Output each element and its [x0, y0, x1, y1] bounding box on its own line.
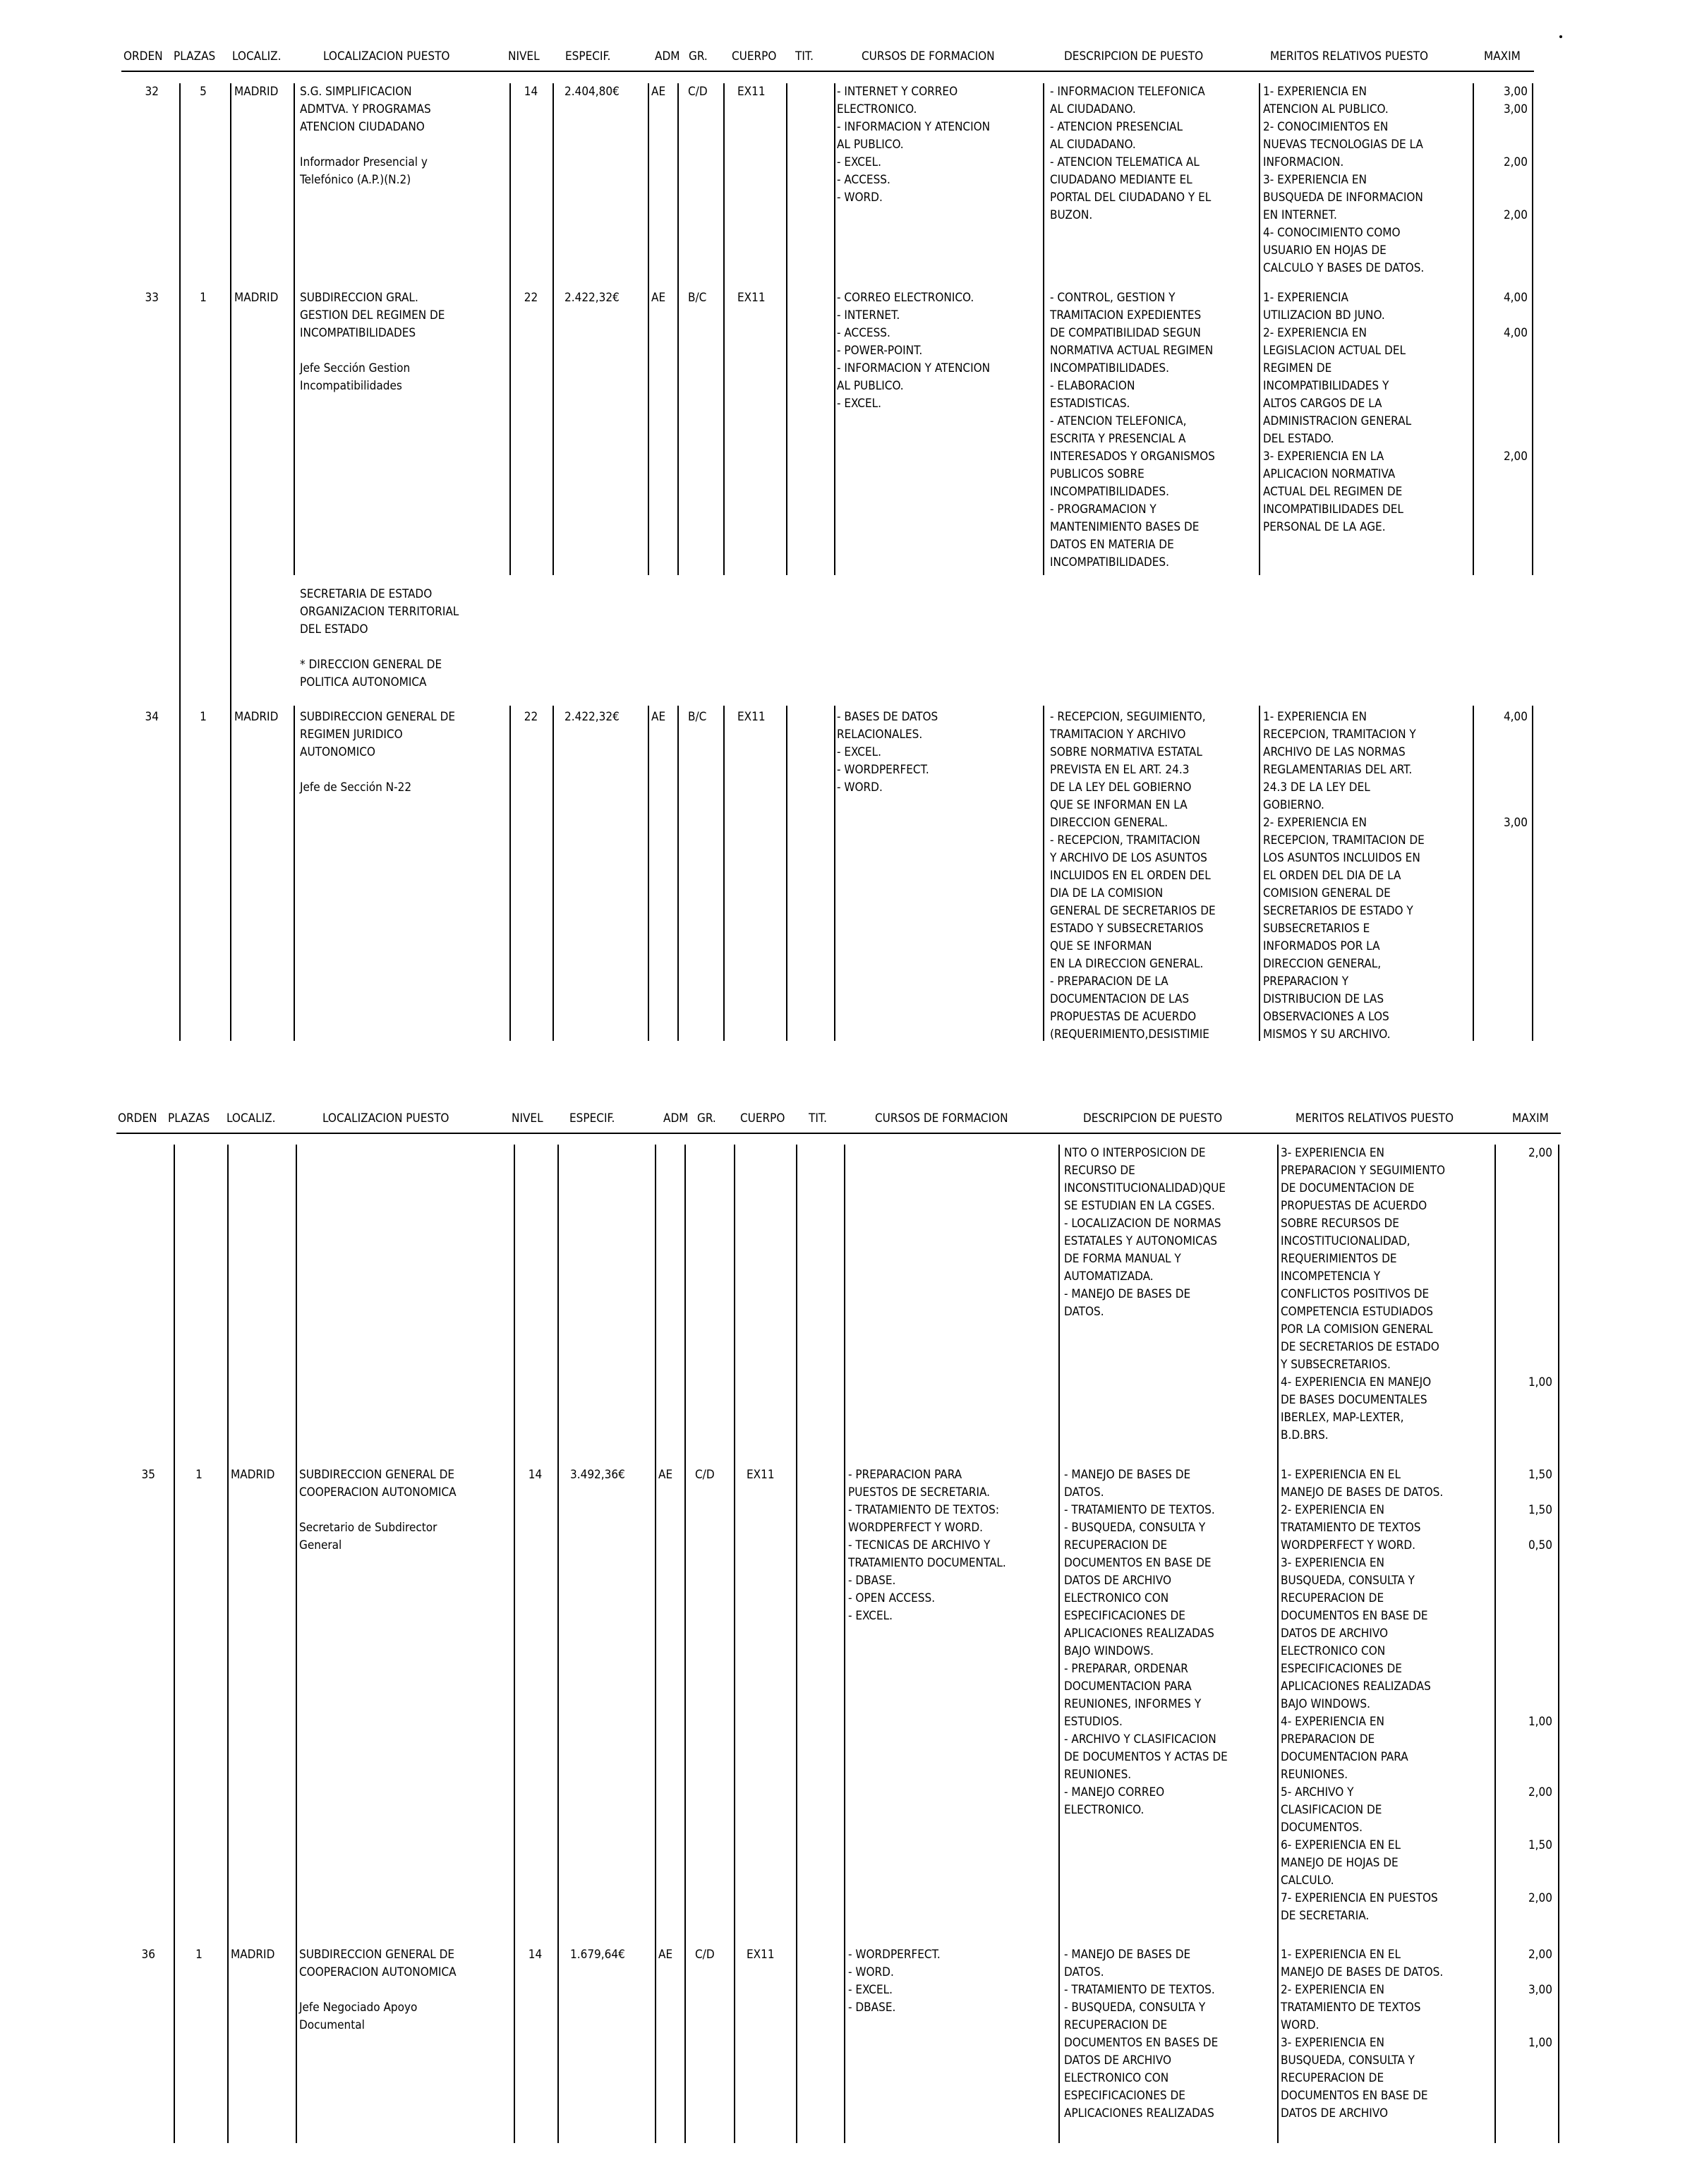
nivel: 14	[524, 85, 538, 99]
col-meritos: MERITOS RELATIVOS PUESTO	[1270, 49, 1429, 64]
especif: 3.492,36€	[570, 1468, 625, 1482]
meritos: 1- EXPERIENCIA EN ATENCION AL PUBLICO. 2- CONOCIMIENTOS EN NUEVAS TECNOLOGIAS DE LA INFORMACION. 3- EXPERIENCIA EN BUSQUEDA DE INFORMACION EN INTERNET. 4- CONOCIMIENTO COMO USUARIO EN HOJAS DE CALCULO Y BASES DE DATOS.	[1263, 85, 1425, 275]
cursos: - CORREO ELECTRONICO. - INTERNET. - ACCESS. - POWER-POINT. - INFORMACION Y ATENCION AL PUBLICO. - EXCEL.	[837, 291, 991, 411]
localiz: MADRID	[234, 710, 279, 724]
meritos: 1- EXPERIENCIA EN EL MANEJO DE BASES DE DATOS. 2- EXPERIENCIA EN TRATAMIENTO DE TEXTOS WORD. 3- EXPERIENCIA EN BUSQUEDA, CONSULTA Y RECUPERACION DE DOCUMENTOS EN BASE DE DATOS DE ARCHIVO	[1281, 1948, 1444, 2120]
table-header-top	[0, 49, 1685, 71]
especif: 1.679,64€	[570, 1948, 625, 1962]
localizacion-puesto: SUBDIRECCION GENERAL DE REGIMEN JURIDICO AUTONOMICO Jefe de Sección N-22	[300, 710, 456, 795]
adm: AE	[658, 1468, 673, 1482]
nivel: 22	[524, 291, 538, 305]
cuerpo: EX11	[747, 1468, 775, 1482]
especif: 2.422,32€	[564, 710, 620, 724]
maxim: 4,00 3,00	[1503, 710, 1528, 830]
col-maxim: MAXIM	[1484, 49, 1521, 64]
grupo: C/D	[688, 85, 708, 99]
col-cursos: CURSOS DE FORMACION	[862, 49, 995, 64]
col-gr: GR.	[689, 49, 708, 64]
grupo: B/C	[688, 710, 707, 724]
corner-mark	[1559, 35, 1562, 38]
localiz: MADRID	[231, 1468, 275, 1482]
orden: 35	[141, 1468, 155, 1482]
col-localizacion-puesto: LOCALIZACION PUESTO	[323, 49, 450, 64]
cursos: - PREPARACION PARA PUESTOS DE SECRETARIA. - TRATAMIENTO DE TEXTOS: WORDPERFECT Y WORD. - TECNICAS DE ARCHIVO Y TRATAMIENTO DOCUMENTAL. - DBASE. - OPEN ACCESS. - EXCEL.	[848, 1468, 1006, 1623]
meritos: 1- EXPERIENCIA EN EL MANEJO DE BASES DE DATOS. 2- EXPERIENCIA EN TRATAMIENTO DE TEXTOS WORDPERFECT Y WORD. 3- EXPERIENCIA EN BUSQUEDA, CONSULTA Y RECUPERACION DE DOCUMENTOS EN BASE DE DATOS DE ARCHIVO ELECTRONICO CON ESPECIFICACIONES DE APLICACIONES REALIZADAS BAJO WINDOWS. 4- EXPERIENCIA EN PREPARACION DE DOCUMENTACION PARA REUNIONES. 5- ARCHIVO Y CLASIFICACION DE DOCUMENTOS. 6- EXPERIENCIA EN EL MANEJO DE HOJAS DE CALCULO. 7- EXPERIENCIA EN PUESTOS DE SECRETARIA.	[1281, 1468, 1444, 1923]
adm: AE	[651, 291, 666, 305]
col-adm: ADM	[655, 49, 680, 64]
col-orden: ORDEN	[123, 49, 163, 64]
plazas: 1	[195, 1468, 203, 1482]
maxim: 1,50 1,50 0,50 1,00 2,00 1,50 2,00	[1528, 1468, 1552, 1905]
localiz: MADRID	[231, 1948, 275, 1962]
descripcion: - INFORMACION TELEFONICA AL CIUDADANO. - ATENCION PRESENCIAL AL CIUDADANO. - ATENCION TELEMATICA AL CIUDADANO MEDIANTE EL PORTAL DEL CIUDADANO Y EL BUZON.	[1050, 85, 1212, 222]
nivel: 22	[524, 710, 538, 724]
especif: 2.404,80€	[564, 85, 620, 99]
localizacion-puesto: S.G. SIMPLIFICACION ADMTVA. Y PROGRAMAS ATENCION CIUDADANO Informador Presencial y Telefónico (A.P.)(N.2)	[300, 85, 431, 187]
maxim: 2,00 3,00 1,00	[1528, 1948, 1552, 2050]
localiz: MADRID	[234, 85, 279, 99]
descripcion: - RECEPCION, SEGUIMIENTO, TRAMITACION Y ARCHIVO SOBRE NORMATIVA ESTATAL PREVISTA EN EL ART. 24.3 DE LA LEY DEL GOBIERNO QUE SE INFORMAN EN LA DIRECCION GENERAL. - RECEPCION, TRAMITACION Y ARCHIVO DE LOS ASUNTOS INCLUIDOS EN EL ORDEN DEL DIA DE LA COMISION GENERAL DE SECRETARIOS DE ESTADO Y SUBSECRETARIOS QUE SE INFORMAN EN LA DIRECCION GENERAL. - PREPARACION DE LA DOCUMENTACION DE LAS PROPUESTAS DE ACUERDO (REQUERIMIENTO,DESISTIMIE	[1050, 710, 1216, 1042]
cuerpo: EX11	[737, 85, 766, 99]
descripcion: NTO O INTERPOSICION DE RECURSO DE INCONSTITUCIONALIDAD)QUE SE ESTUDIAN EN LA CGSES. - LOCALIZACION DE NORMAS ESTATALES Y AUTONOMICAS DE FORMA MANUAL Y AUTOMATIZADA. - MANEJO DE BASES DE DATOS.	[1064, 1146, 1226, 1319]
cursos: - INTERNET Y CORREO ELECTRONICO. - INFORMACION Y ATENCION AL PUBLICO. - EXCEL. - ACCESS. - WORD.	[837, 85, 991, 205]
section-heading: SECRETARIA DE ESTADO ORGANIZACION TERRITORIAL DEL ESTADO * DIRECCION GENERAL DE POLITICA AUTONOMICA	[300, 587, 459, 689]
cuerpo: EX11	[737, 291, 766, 305]
header-rule-bottom	[116, 1133, 1561, 1134]
orden: 33	[145, 291, 159, 305]
grupo: C/D	[695, 1468, 715, 1482]
adm: AE	[651, 710, 666, 724]
adm: AE	[658, 1948, 673, 1962]
descripcion: - CONTROL, GESTION Y TRAMITACION EXPEDIENTES DE COMPATIBILIDAD SEGUN NORMATIVA ACTUAL REGIMEN INCOMPATIBILIDADES. - ELABORACION ESTADISTICAS. - ATENCION TELEFONICA, ESCRITA Y PRESENCIAL A INTERESADOS Y ORGANISMOS PUBLICOS SOBRE INCOMPATIBILIDADES. - PROGRAMACION Y MANTENIMIENTO BASES DE DATOS EN MATERIA DE INCOMPATIBILIDADES.	[1050, 291, 1215, 569]
localizacion-puesto: SUBDIRECCION GRAL. GESTION DEL REGIMEN DE INCOMPATIBILIDADES Jefe Sección Gestion Incompatibilidades	[300, 291, 445, 393]
maxim: 4,00 4,00 2,00	[1503, 291, 1528, 464]
cursos: - WORDPERFECT. - WORD. - EXCEL. - DBASE.	[848, 1948, 941, 2015]
especif: 2.422,32€	[564, 291, 620, 305]
nivel: 14	[528, 1948, 543, 1962]
grupo: B/C	[688, 291, 707, 305]
col-descripcion: DESCRIPCION DE PUESTO	[1064, 49, 1204, 64]
maxim: 3,00 3,00 2,00 2,00	[1503, 85, 1528, 222]
plazas: 1	[200, 291, 207, 305]
col-tit: TIT.	[795, 49, 814, 64]
adm: AE	[651, 85, 666, 99]
meritos: 3- EXPERIENCIA EN PREPARACION Y SEGUIMIENTO DE DOCUMENTACION DE PROPUESTAS DE ACUERDO SOBRE RECURSOS DE INCOSTITUCIONALIDAD, REQUERIMIENTOS DE INCOMPETENCIA Y CONFLICTOS POSITIVOS DE COMPETENCIA ESTUDIADOS POR LA COMISION GENERAL DE SECRETARIOS DE ESTADO Y SUBSECRETARIOS. 4- EXPERIENCIA EN MANEJO DE BASES DOCUMENTALES IBERLEX, MAP-LEXTER, B.D.BRS.	[1281, 1146, 1446, 1442]
col-plazas: PLAZAS	[174, 49, 216, 64]
meritos: 1- EXPERIENCIA EN RECEPCION, TRAMITACION Y ARCHIVO DE LAS NORMAS REGLAMENTARIAS DEL ART. 24.3 DE LA LEY DEL GOBIERNO. 2- EXPERIENCIA EN RECEPCION, TRAMITACION DE LOS ASUNTOS INCLUIDOS EN EL ORDEN DEL DIA DE LA COMISION GENERAL DE SECRETARIOS DE ESTADO Y SUBSECRETARIOS E INFORMADOS POR LA DIRECCION GENERAL, PREPARACION Y DISTRIBUCION DE LAS OBSERVACIONES A LOS MISMOS Y SU ARCHIVO.	[1263, 710, 1425, 1042]
meritos: 1- EXPERIENCIA UTILIZACION BD JUNO. 2- EXPERIENCIA EN LEGISLACION ACTUAL DEL REGIMEN DE INCOMPATIBILIDADES Y ALTOS CARGOS DE LA ADMINISTRACION GENERAL DEL ESTADO. 3- EXPERIENCIA EN LA APLICACION NORMATIVA ACTUAL DEL REGIMEN DE INCOMPATIBILIDADES DEL PERSONAL DE LA AGE.	[1263, 291, 1412, 534]
orden: 36	[141, 1948, 155, 1962]
header-rule-top	[121, 71, 1534, 72]
cursos: - BASES DE DATOS RELACIONALES. - EXCEL. - WORDPERFECT. - WORD.	[837, 710, 938, 795]
nivel: 14	[528, 1468, 543, 1482]
cuerpo: EX11	[737, 710, 766, 724]
table-header-bottom: ORDEN PLAZAS LOCALIZ. LOCALIZACION PUESTO NIVEL ESPECIF. ADM GR. CUERPO TIT. CURSOS DE FORMACION DESCRIPCION DE PUESTO MERITOS RELATIVOS PUESTO MAXIM	[118, 1111, 1549, 1126]
col-especif: ESPECIF.	[565, 49, 611, 64]
col-cuerpo: CUERPO	[732, 49, 777, 64]
descripcion: - MANEJO DE BASES DE DATOS. - TRATAMIENTO DE TEXTOS. - BUSQUEDA, CONSULTA Y RECUPERACION DE DOCUMENTOS EN BASES DE DATOS DE ARCHIVO ELECTRONICO CON ESPECIFICACIONES DE APLICACIONES REALIZADAS	[1064, 1948, 1219, 2120]
orden: 32	[145, 85, 159, 99]
maxim: 2,00 1,00	[1528, 1146, 1552, 1389]
plazas: 5	[200, 85, 207, 99]
localizacion-puesto: SUBDIRECCION GENERAL DE COOPERACION AUTONOMICA Jefe Negociado Apoyo Documental	[299, 1948, 457, 2032]
localizacion-puesto: SUBDIRECCION GENERAL DE COOPERACION AUTONOMICA Secretario de Subdirector General	[299, 1468, 457, 1552]
plazas: 1	[200, 710, 207, 724]
descripcion: - MANEJO DE BASES DE DATOS. - TRATAMIENTO DE TEXTOS. - BUSQUEDA, CONSULTA Y RECUPERACION DE DOCUMENTOS EN BASE DE DATOS DE ARCHIVO ELECTRONICO CON ESPECIFICACIONES DE APLICACIONES REALIZADAS BAJO WINDOWS. - PREPARAR, ORDENAR DOCUMENTACION PARA REUNIONES, INFORMES Y ESTUDIOS. - ARCHIVO Y CLASIFICACION DE DOCUMENTOS Y ACTAS DE REUNIONES. - MANEJO CORREO ELECTRONICO.	[1064, 1468, 1228, 1817]
plazas: 1	[195, 1948, 203, 1962]
cuerpo: EX11	[747, 1948, 775, 1962]
localiz: MADRID	[234, 291, 279, 305]
orden: 34	[145, 710, 159, 724]
col-nivel: NIVEL	[508, 49, 540, 64]
col-localiz: LOCALIZ.	[232, 49, 282, 64]
grupo: C/D	[695, 1948, 715, 1962]
